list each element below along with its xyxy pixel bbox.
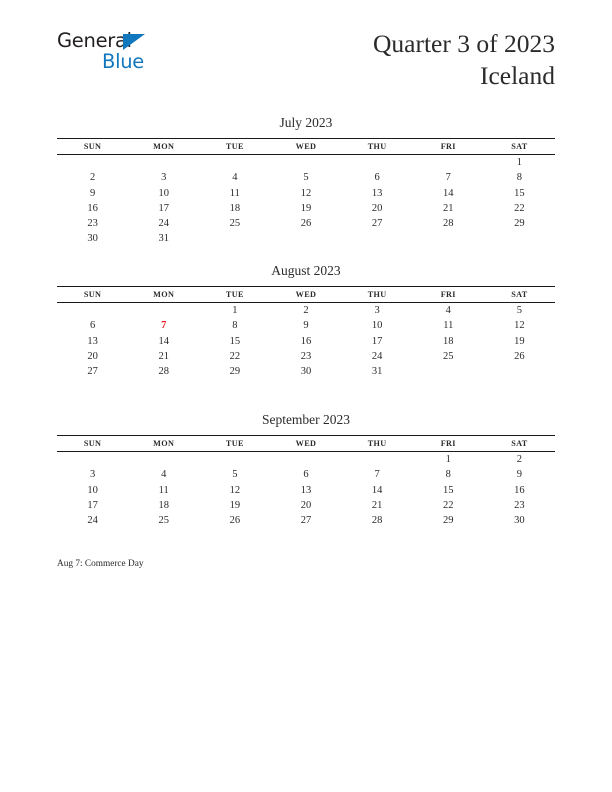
day-cell-holiday[interactable]: 7	[161, 320, 167, 332]
weekday-header-row	[57, 286, 555, 302]
day-cell[interactable]: 26	[300, 218, 312, 230]
day-cell[interactable]: 16	[300, 335, 312, 347]
day-cell[interactable]: 1	[445, 453, 451, 465]
day-cell[interactable]: 14	[371, 484, 383, 496]
day-cell[interactable]: 31	[371, 366, 383, 378]
month-title: September 2023	[261, 412, 351, 427]
week-row	[57, 498, 555, 513]
day-cell[interactable]: 22	[229, 350, 241, 362]
week-row	[57, 364, 555, 379]
day-cell-empty	[128, 302, 199, 318]
day-cell[interactable]: 17	[158, 202, 169, 214]
month-block	[57, 413, 555, 528]
weekday-header-sat: SAT	[484, 138, 555, 154]
day-cell[interactable]: 19	[300, 202, 312, 214]
day-cell[interactable]: 13	[87, 335, 98, 347]
day-cell[interactable]: 14	[443, 187, 454, 199]
day-cell[interactable]: 31	[158, 233, 169, 245]
day-cell[interactable]: 9	[516, 469, 523, 481]
logo-text-blue: Blue	[102, 50, 144, 73]
day-cell[interactable]: 22	[514, 202, 525, 214]
week-row	[57, 333, 555, 348]
day-cell[interactable]: 10	[158, 187, 169, 199]
month-block	[57, 116, 555, 247]
weekday-header-wed: WED	[270, 138, 341, 154]
week-row	[57, 170, 555, 185]
weekday-header-mon: MON	[128, 435, 199, 451]
day-cell[interactable]: 11	[158, 484, 169, 496]
day-cell[interactable]: 5	[303, 172, 309, 184]
weekday-header-row	[57, 435, 555, 451]
day-cell[interactable]: 8	[232, 320, 238, 332]
day-cell[interactable]: 16	[514, 484, 525, 496]
day-cell-empty	[199, 231, 270, 246]
day-cell[interactable]: 15	[443, 484, 454, 496]
day-cell[interactable]: 14	[158, 335, 169, 347]
day-cell[interactable]: 24	[371, 350, 383, 362]
day-cell[interactable]: 2	[303, 304, 309, 316]
day-cell[interactable]: 2	[89, 172, 96, 184]
day-cell[interactable]: 5	[232, 469, 238, 481]
day-cell[interactable]: 28	[371, 515, 383, 527]
holiday-note: Aug 7: Commerce Day	[57, 559, 144, 569]
month-block	[57, 264, 555, 379]
day-cell[interactable]: 12	[229, 484, 241, 496]
week-row	[57, 349, 555, 364]
day-cell[interactable]: 9	[89, 187, 96, 199]
week-row	[57, 201, 555, 216]
day-cell[interactable]: 18	[229, 202, 241, 214]
title-country: Iceland	[479, 61, 555, 91]
day-cell-empty	[484, 231, 555, 246]
holiday-notes	[57, 558, 555, 571]
day-cell[interactable]: 27	[300, 515, 312, 527]
day-cell[interactable]: 3	[161, 172, 167, 184]
day-cell[interactable]: 17	[371, 335, 383, 347]
weekday-header-wed: WED	[270, 435, 341, 451]
day-cell[interactable]: 29	[514, 218, 525, 230]
day-cell-empty	[128, 154, 199, 170]
day-cell-empty	[57, 451, 128, 467]
triangle-right-icon	[123, 34, 145, 50]
day-cell[interactable]: 8	[445, 469, 451, 481]
day-cell[interactable]: 20	[87, 350, 98, 362]
day-cell[interactable]: 10	[371, 320, 383, 332]
week-row	[57, 185, 555, 200]
weekday-header-wed: WED	[270, 286, 341, 302]
day-cell-empty	[413, 231, 484, 246]
day-cell[interactable]: 28	[443, 218, 454, 230]
day-cell[interactable]: 4	[161, 469, 167, 481]
day-cell-empty	[57, 154, 128, 170]
day-cell[interactable]: 11	[443, 320, 454, 332]
day-cell[interactable]: 22	[443, 499, 454, 511]
weekday-header-thu: THU	[342, 286, 413, 302]
logo-text-general: General	[57, 29, 132, 52]
day-cell-empty	[57, 302, 128, 318]
week-row	[57, 216, 555, 231]
day-cell[interactable]: 6	[303, 469, 309, 481]
day-cell-empty	[128, 451, 199, 467]
day-cell-empty	[270, 231, 341, 246]
day-cell[interactable]: 29	[229, 366, 241, 378]
week-row	[57, 482, 555, 497]
day-cell[interactable]: 24	[158, 218, 169, 230]
weekday-header-thu: THU	[342, 138, 413, 154]
day-cell-empty	[342, 231, 413, 246]
week-row	[57, 451, 555, 467]
day-cell[interactable]: 7	[374, 469, 380, 481]
weekday-header-sun: SUN	[57, 435, 128, 451]
day-cell[interactable]: 10	[87, 484, 98, 496]
day-cell-empty	[413, 154, 484, 170]
day-cell[interactable]: 7	[445, 172, 451, 184]
week-row	[57, 318, 555, 333]
day-cell[interactable]: 21	[371, 499, 383, 511]
day-cell[interactable]: 19	[229, 499, 241, 511]
day-cell[interactable]: 2	[516, 453, 523, 465]
title-quarter: Quarter 3 of 2023	[373, 29, 555, 58]
week-row	[57, 467, 555, 482]
day-cell[interactable]: 3	[89, 469, 96, 481]
day-cell-empty	[413, 364, 484, 379]
weekday-header-sun: SUN	[57, 138, 128, 154]
month-table	[57, 435, 555, 528]
day-cell[interactable]: 20	[371, 202, 383, 214]
day-cell[interactable]: 23	[87, 218, 98, 230]
generalblue-logo	[57, 31, 167, 83]
month-table	[57, 138, 555, 247]
weekday-header-sun: SUN	[57, 286, 128, 302]
day-cell[interactable]: 18	[158, 499, 169, 511]
day-cell[interactable]: 30	[87, 233, 98, 245]
weekday-header-mon: MON	[128, 286, 199, 302]
day-cell[interactable]: 28	[158, 366, 169, 378]
day-cell[interactable]: 16	[87, 202, 98, 214]
day-cell[interactable]: 6	[89, 320, 96, 332]
day-cell-empty	[484, 364, 555, 379]
day-cell[interactable]: 5	[516, 304, 523, 316]
weekday-header-fri: FRI	[413, 286, 484, 302]
day-cell-empty	[199, 451, 270, 467]
day-cell[interactable]: 9	[303, 320, 309, 332]
month-title: August 2023	[271, 263, 341, 278]
day-cell[interactable]: 4	[232, 172, 238, 184]
day-cell[interactable]: 17	[87, 499, 98, 511]
weekday-header-sat: SAT	[484, 286, 555, 302]
day-cell[interactable]: 29	[443, 515, 454, 527]
weekday-header-fri: FRI	[413, 138, 484, 154]
day-cell[interactable]: 15	[229, 335, 241, 347]
day-cell-empty	[342, 451, 413, 467]
day-cell[interactable]: 24	[87, 515, 98, 527]
day-cell[interactable]: 1	[516, 156, 523, 168]
day-cell[interactable]: 30	[300, 366, 312, 378]
day-cell[interactable]: 23	[300, 350, 312, 362]
week-row	[57, 154, 555, 170]
day-cell[interactable]: 13	[300, 484, 312, 496]
day-cell[interactable]: 21	[158, 350, 169, 362]
day-cell-empty	[270, 154, 341, 170]
day-cell[interactable]: 6	[374, 172, 380, 184]
day-cell-empty	[199, 154, 270, 170]
weekday-header-tue: TUE	[199, 138, 270, 154]
weekday-header-thu: THU	[342, 435, 413, 451]
week-row	[57, 231, 555, 246]
day-cell-empty	[270, 451, 341, 467]
weekday-header-sat: SAT	[484, 435, 555, 451]
day-cell[interactable]: 26	[229, 515, 241, 527]
day-cell[interactable]: 25	[229, 218, 241, 230]
day-cell[interactable]: 8	[516, 172, 523, 184]
day-cell[interactable]: 21	[443, 202, 454, 214]
week-row	[57, 513, 555, 528]
day-cell[interactable]: 27	[87, 366, 98, 378]
weekday-header-tue: TUE	[199, 435, 270, 451]
day-cell[interactable]: 27	[371, 218, 383, 230]
day-cell[interactable]: 30	[514, 515, 525, 527]
weekday-header-tue: TUE	[199, 286, 270, 302]
day-cell[interactable]: 12	[514, 320, 525, 332]
page-title	[373, 28, 555, 92]
weekday-header-mon: MON	[128, 138, 199, 154]
day-cell[interactable]: 12	[300, 187, 312, 199]
weekday-header-fri: FRI	[413, 435, 484, 451]
day-cell[interactable]: 25	[443, 350, 454, 362]
day-cell[interactable]: 23	[514, 499, 525, 511]
day-cell[interactable]: 4	[445, 304, 451, 316]
month-table	[57, 286, 555, 379]
day-cell[interactable]: 19	[514, 335, 525, 347]
day-cell-empty	[342, 154, 413, 170]
day-cell[interactable]: 18	[443, 335, 454, 347]
day-cell[interactable]: 25	[158, 515, 169, 527]
day-cell[interactable]: 1	[232, 304, 238, 316]
day-cell[interactable]: 20	[300, 499, 312, 511]
page-header	[0, 0, 612, 105]
day-cell[interactable]: 15	[514, 187, 525, 199]
weekday-header-row	[57, 138, 555, 154]
week-row	[57, 302, 555, 318]
day-cell[interactable]: 11	[229, 187, 240, 199]
day-cell[interactable]: 3	[374, 304, 380, 316]
day-cell[interactable]: 26	[514, 350, 525, 362]
day-cell[interactable]: 13	[371, 187, 383, 199]
month-title: July 2023	[279, 115, 333, 130]
